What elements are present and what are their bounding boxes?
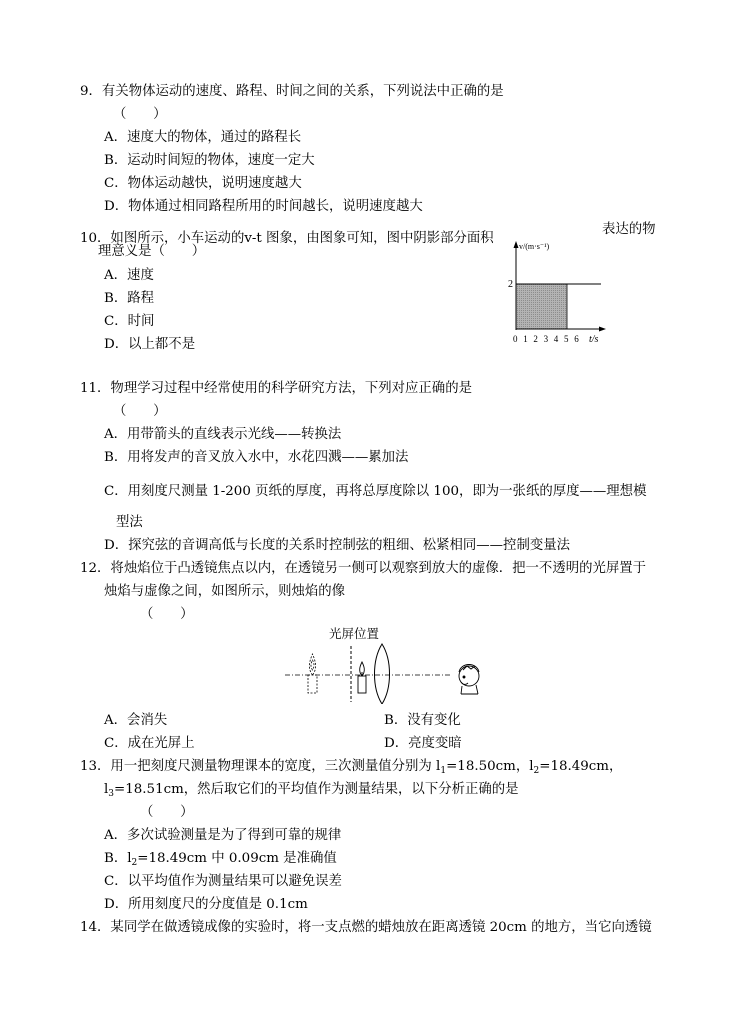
q11-option-d: D．探究弦的音调高低与长度的关系时控制弦的粗细、松紧相同——控制变量法	[104, 538, 571, 553]
q11-option-b: B．用将发声的音叉放入水中，水花四溅——累加法	[104, 450, 409, 465]
x-tick-label: 5	[564, 334, 569, 344]
q12-stem-a: 12．将烛焰位于凸透镜焦点以内，在透镜另一侧可以观察到放大的虚像．把一不透明的光屏置于	[80, 561, 647, 576]
q12-answer-paren: （ ）	[140, 607, 194, 622]
shaded-area	[516, 284, 567, 329]
q9-option-d: D．物体通过相同路程所用的时间越长，说明速度越大	[104, 199, 423, 214]
q10-option-c: C．时间	[104, 314, 155, 329]
q9-answer-paren: （ ）	[113, 107, 167, 122]
q10-stem-c: 理意义是（ ）	[98, 244, 206, 259]
q12-option-c: C．成在光屏上	[104, 736, 195, 751]
q11-option-c-cont: 型法	[116, 515, 143, 530]
q10-stem-b: 表达的物	[602, 222, 656, 237]
y-axis-arrow	[514, 241, 519, 248]
screen-position-label: 光屏位置	[329, 626, 380, 641]
q13-stem-b: $l_3=18.51cm$，然后取它们的平均值作为测量结果，以下分析正确的是	[104, 782, 519, 799]
y-tick-label: 2	[508, 279, 513, 290]
q13-option-b: B．$l_2=18.49cm$ 中 0.09cm 是准确值	[104, 851, 337, 868]
q13-option-d: D．所用刻度尺的分度值是 0.1cm	[104, 897, 308, 912]
x-tick-label: 3	[543, 334, 549, 344]
x-axis-label: t/s	[589, 334, 599, 345]
q9-stem: 9．有关物体运动的速度、路程、时间之间的关系，下列说法中正确的是	[80, 84, 504, 99]
q11-stem: 11．物理学习过程中经常使用的科学研究方法，下列对应正确的是	[80, 381, 472, 396]
x-tick-label: 0	[513, 334, 518, 344]
x-tick-label: 6	[574, 334, 579, 344]
q11-answer-paren: （ ）	[113, 404, 167, 419]
x-tick-label: 1	[523, 334, 528, 344]
q11-option-c: C．用刻度尺测量 1-200 页纸的厚度，再将总厚度除以 100，即为一张纸的厚度——理想模	[104, 484, 647, 499]
virtual-image-candle	[308, 654, 317, 693]
q12-option-a: A．会消失	[104, 713, 168, 728]
q10-option-a: A．速度	[104, 268, 154, 283]
q13-option-c: C．以平均值作为测量结果可以避免误差	[104, 874, 342, 889]
candle-icon	[358, 662, 366, 693]
q12-option-b: B．没有变化	[384, 713, 461, 728]
q9-option-c: C．物体运动越快，说明速度越大	[104, 176, 302, 191]
q13-answer-paren: （ ）	[140, 805, 194, 820]
x-axis-arrow	[599, 327, 606, 332]
q13-stem-a: 13．用一把刻度尺测量物理课本的宽度，三次测量值分别为 $l_1=18.50cm$，$l_2=18.49cm$，	[80, 759, 623, 776]
optics-figure	[285, 642, 495, 704]
x-tick-label: 2	[533, 334, 538, 344]
q12-stem-b: 烛焰与虚像之间，如图所示，则烛焰的像	[104, 584, 346, 599]
q9-option-a: A．速度大的物体，通过的路程长	[104, 130, 302, 145]
q11-option-a: A．用带箭头的直线表示光线——转换法	[104, 427, 342, 442]
observer-head-icon	[459, 665, 479, 695]
convex-lens-icon	[375, 644, 390, 704]
x-tick-label: 4	[553, 334, 559, 344]
vt-graph	[505, 238, 620, 348]
q9-option-b: B．运动时间短的物体，速度一定大	[104, 153, 315, 168]
q10-option-b: B．路程	[104, 291, 155, 306]
q10-stem-a: 10．如图所示，小车运动的v-t 图象，由图象可知，图中阴影部分面积	[80, 231, 494, 246]
q13-option-a: A．多次试验测量是为了得到可靠的规律	[104, 828, 342, 843]
y-axis-label: v/(m·s⁻¹)	[519, 242, 550, 251]
q14-stem: 14．某同学在做透镜成像的实验时，将一支点燃的蜡烛放在距离透镜 20cm 的地方，当它向透镜	[80, 920, 652, 935]
q10-option-d: D．以上都不是	[104, 337, 196, 352]
q12-option-d: D．亮度变暗	[384, 736, 462, 751]
